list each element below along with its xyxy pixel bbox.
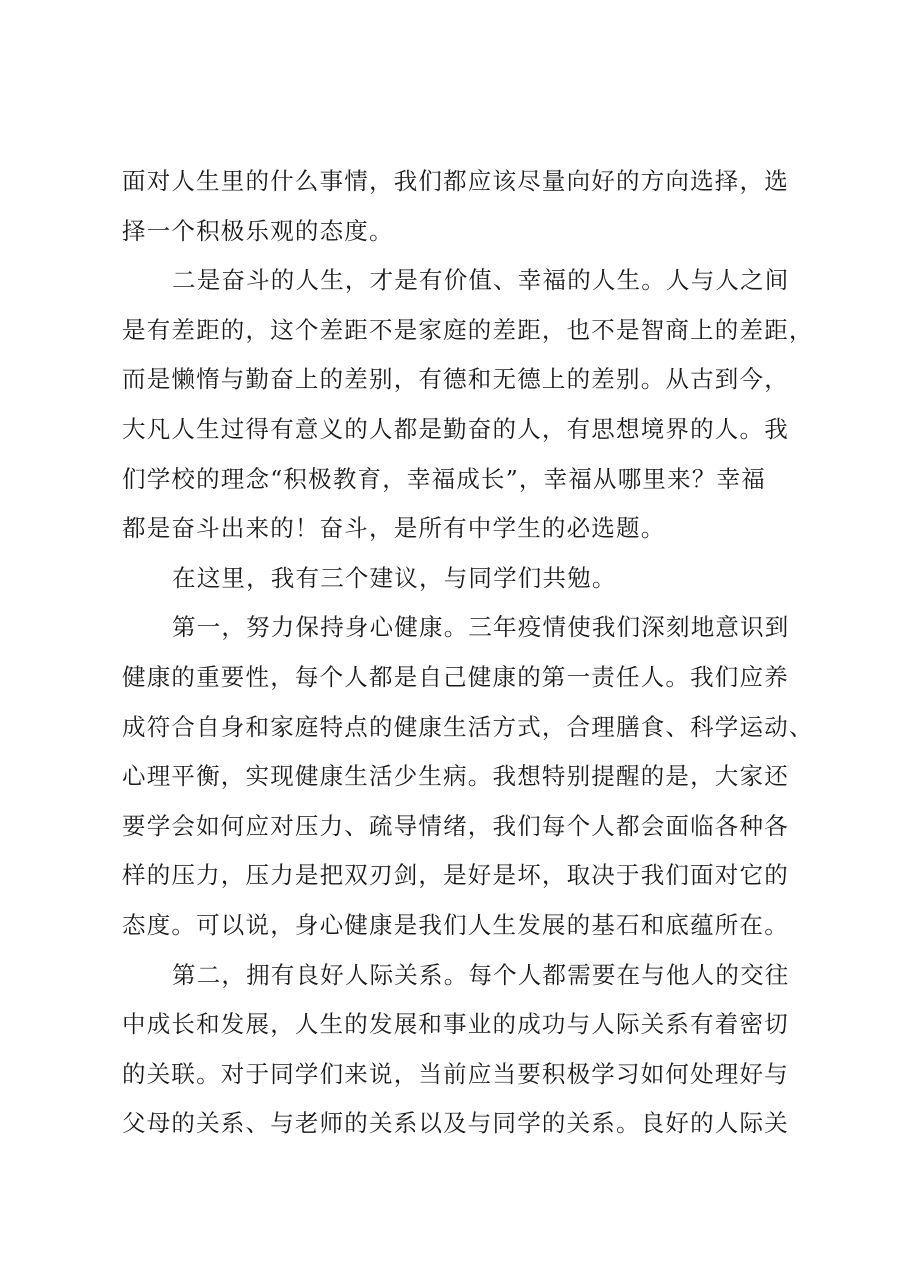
text-line: 的关联。对于同学们来说，当前应当要积极学习如何处理好与 xyxy=(122,1059,789,1088)
text-line: 第二，拥有良好人际关系。每个人都需要在与他人的交往 xyxy=(172,960,790,989)
text-line: 在这里，我有三个建议，与同学们共勉。 xyxy=(172,563,617,592)
text-line: 是有差距的，这个差距不是家庭的差距，也不是智商上的差距， xyxy=(122,315,814,344)
text-line: 大凡人生过得有意义的人都是勤奋的人，有思想境界的人。我 xyxy=(122,414,789,443)
text-line: 都是奋斗出来的！奋斗，是所有中学生的必选题。 xyxy=(122,514,666,543)
text-line: 健康的重要性，每个人都是自己健康的第一责任人。我们应养 xyxy=(122,662,789,691)
text-line: 择一个积极乐观的态度。 xyxy=(122,216,394,245)
text-line: 样的压力，压力是把双刃剑，是好是坏，取决于我们面对它的 xyxy=(122,861,789,890)
text-line: 第一，努力保持身心健康。三年疫情使我们深刻地意识到 xyxy=(172,613,790,642)
text-line: 心理平衡，实现健康生活少生病。我想特别提醒的是，大家还 xyxy=(122,762,789,791)
text-line: 二是奋斗的人生，才是有价值、幸福的人生。人与人之间 xyxy=(172,266,790,295)
text-line: 要学会如何应对压力、疏导情绪，我们每个人都会面临各种各 xyxy=(122,811,789,840)
text-line: 而是懒惰与勤奋上的差别，有德和无德上的差别。从古到今， xyxy=(122,365,789,394)
text-line: 成符合自身和家庭特点的健康生活方式，合理膳食、科学运动、 xyxy=(122,712,814,741)
text-line: 中成长和发展，人生的发展和事业的成功与人际关系有着密切 xyxy=(122,1010,789,1039)
document-body xyxy=(122,157,814,1149)
text-line: 面对人生里的什么事情，我们都应该尽量向好的方向选择，选 xyxy=(122,167,789,195)
text-line: 父母的关系、与老师的关系以及与同学的关系。良好的人际关 xyxy=(122,1109,789,1138)
text-line: 态度。可以说，身心健康是我们人生发展的基石和底蕴所在。 xyxy=(122,910,789,939)
text-line: 们学校的理念“积极教育，幸福成长”，幸福从哪里来？幸福 xyxy=(122,464,766,493)
